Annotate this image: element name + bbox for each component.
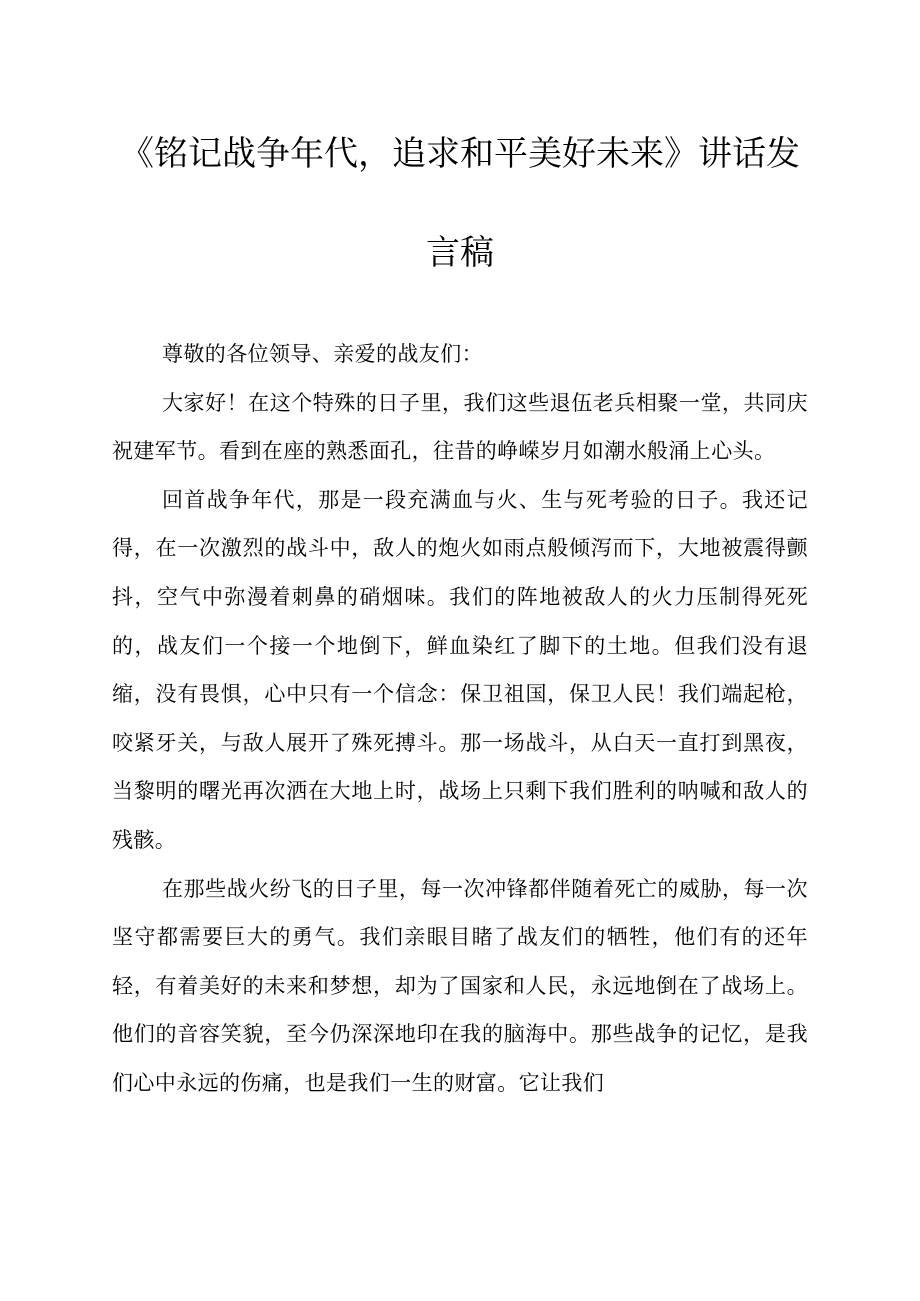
war-memory-paragraph: 回首战争年代，那是一段充满血与火、生与死考验的日子。我还记得，在一次激烈的战斗中，敌人的炮火如雨点般倾泻而下，大地被震得颤抖，空气中弥漫着刺鼻的硝烟味。我们的阵地被敌人的火力压制得死死的，战友们一个接一个地倒下，鲜血染红了脚下的土地。但我们没有退缩，没有畏惧，心中只有一个信念：保卫祖国，保卫人民！我们端起枪，咬紧牙关，与敌人展开了殊死搏斗。那一场战斗，从白天一直打到黑夜，当黎明的曙光再次洒在大地上时，战场上只剩下我们胜利的呐喊和敌人的残骸。 [112,487,808,852]
document-body [112,330,808,1108]
sacrifice-paragraph: 在那些战火纷飞的日子里，每一次冲锋都伴随着死亡的威胁，每一次坚守都需要巨大的勇气。我们亲眼目睹了战友们的牺牲，他们有的还年轻，有着美好的未来和梦想，却为了国家和人民，永远地倒在了战场上。他们的音容笑貌，至今仍深深地印在我的脑海中。那些战争的记忆，是我们心中永远的伤痛，也是我们一生的财富。它让我们 [112,876,808,1095]
salutation-paragraph: 尊敬的各位领导、亲爱的战友们： [162,342,483,366]
document-title-line-1: 《铭记战争年代，追求和平美好未来》讲话发 [120,134,800,174]
greeting-paragraph: 大家好！在这个特殊的日子里，我们这些退伍老兵相聚一堂，共同庆祝建军节。看到在座的熟悉面孔，往昔的峥嵘岁月如潮水般涌上心头。 [112,390,808,464]
document-title-line-2: 言稿 [426,233,494,273]
